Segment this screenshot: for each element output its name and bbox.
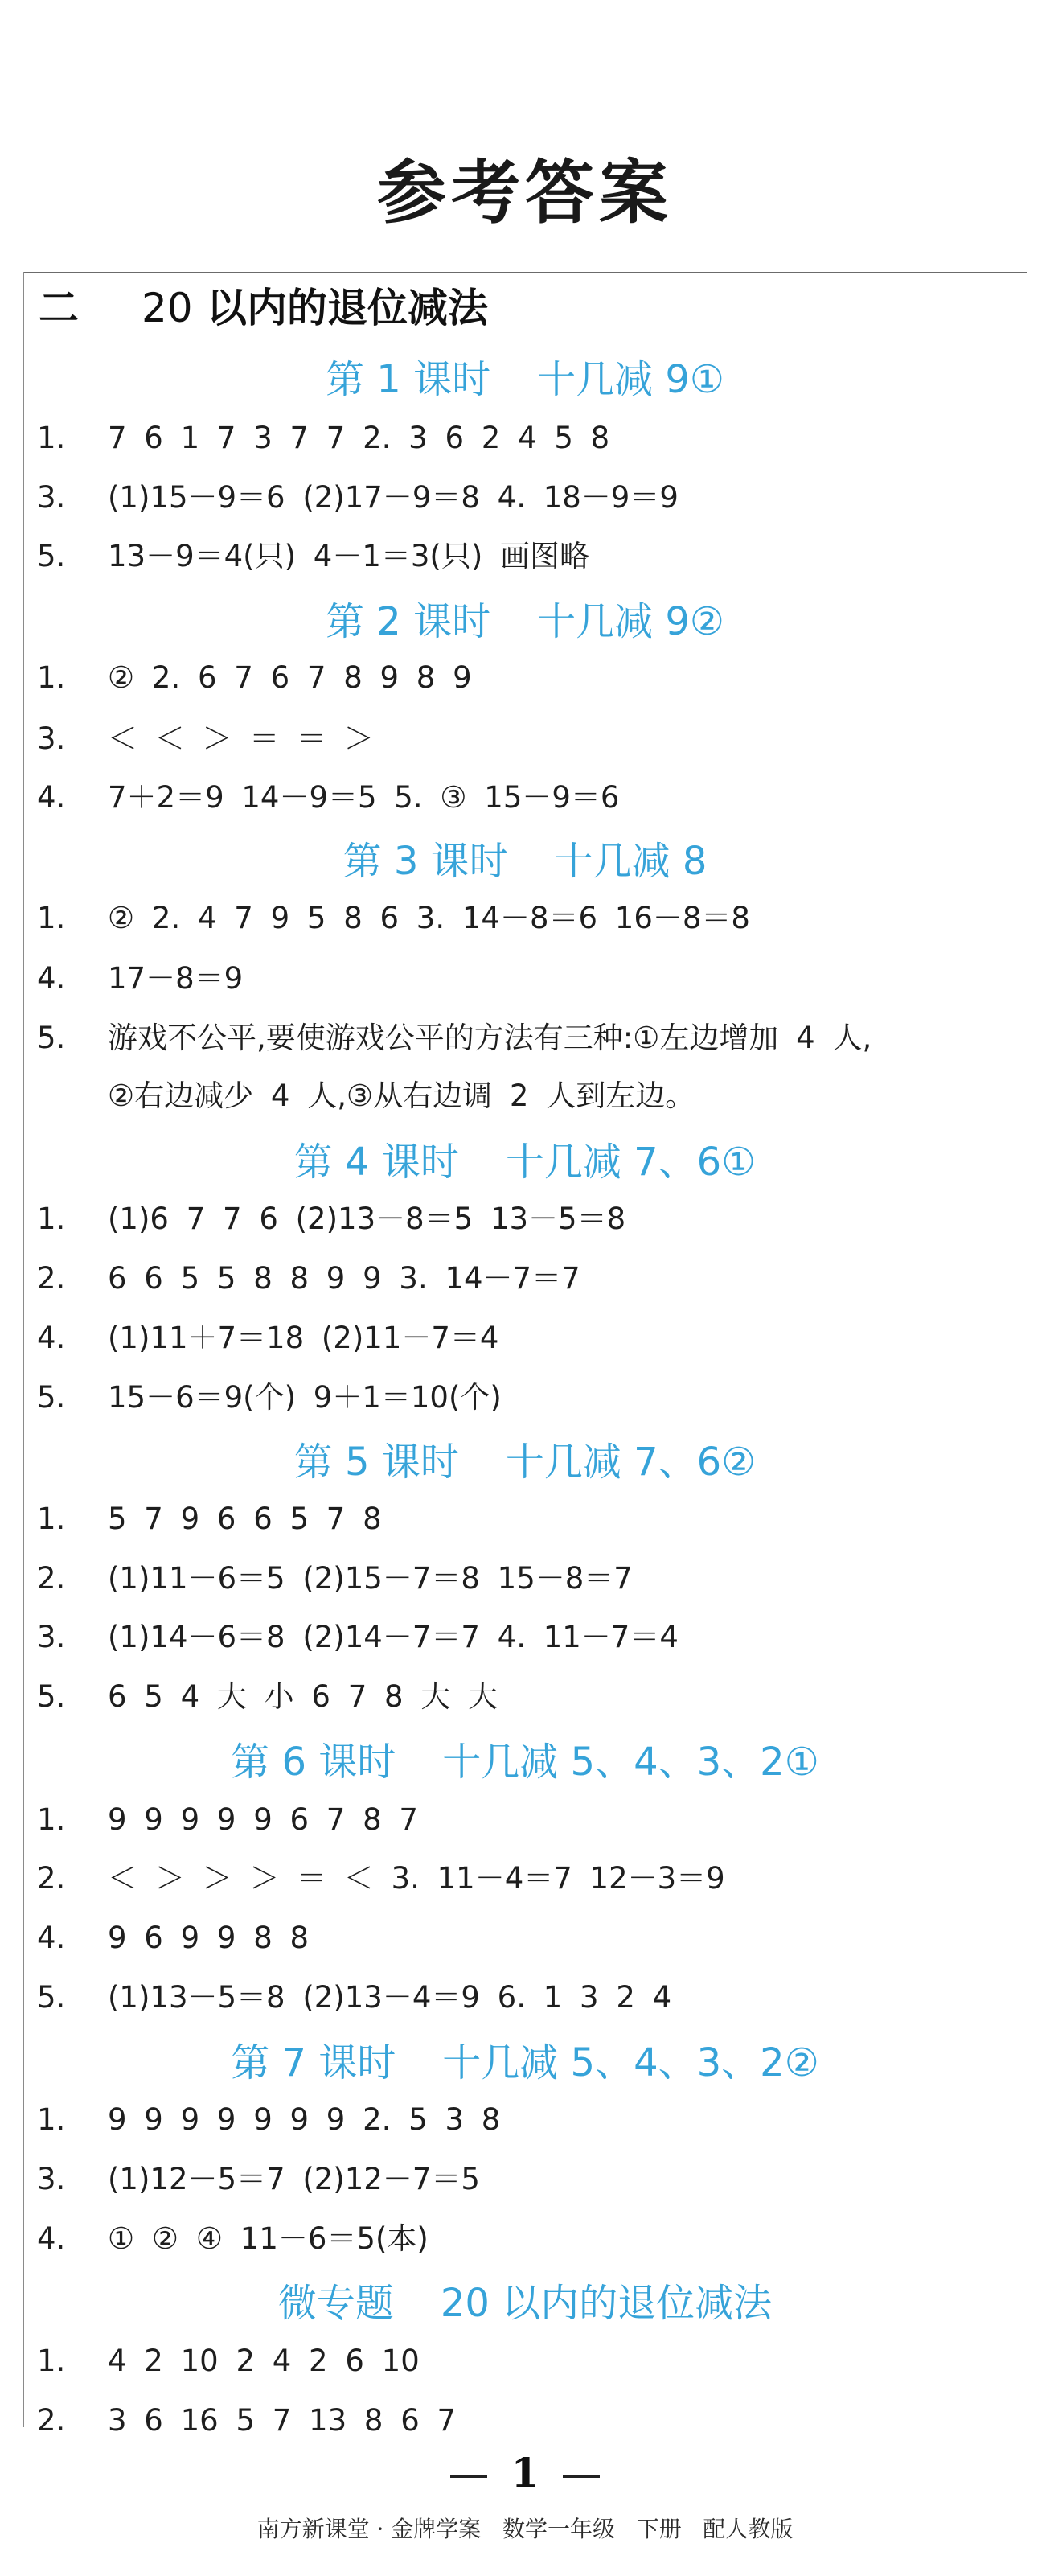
dash-left	[450, 2475, 487, 2478]
answer-text: 6 5 4 大 小 6 7 8 大 大	[108, 1679, 498, 1714]
answer-row	[37, 532, 589, 581]
answer-text: ②右边减少 4 人,③从右边调 2 人到左边。	[108, 1078, 695, 1113]
question-number: 3.	[37, 721, 66, 756]
lesson-label: 第 1 课时	[326, 357, 491, 402]
lesson-label: 第 3 课时	[342, 839, 508, 884]
question-number: 2.	[37, 1861, 66, 1896]
question-number: 5.	[37, 1380, 66, 1415]
chapter-title: 以内的退位减法	[207, 285, 489, 331]
answer-text: ＜ ＜ ＞ ＝ ＝ ＞	[108, 721, 374, 756]
chapter-prefix: 20	[142, 285, 193, 331]
lesson-label: 第 2 课时	[326, 599, 491, 644]
answer-row	[37, 1195, 625, 1243]
lesson-topic: 十几减 5、4、3、2②	[442, 2040, 819, 2085]
answer-row	[37, 1613, 679, 1662]
lesson-heading	[0, 2035, 1050, 2091]
header-divider	[23, 272, 1027, 273]
answer-text: 9 9 9 9 9 9 9 2. 5 3 8	[108, 2102, 501, 2137]
answer-row	[37, 774, 619, 822]
answer-row	[37, 1314, 498, 1362]
answer-text: ② 2. 4 7 9 5 8 6 3. 14－8＝6 16－8＝8	[108, 901, 750, 935]
answer-text: (1)12－5＝7 (2)12－7＝5	[108, 2162, 480, 2196]
answer-row	[37, 474, 679, 522]
answer-text: 9 6 9 9 8 8	[108, 1921, 310, 1955]
dash-right	[563, 2475, 600, 2478]
answer-text: 游戏不公平,要使游戏公平的方法有三种:①左边增加 4 人,	[108, 1021, 872, 1055]
answer-row	[37, 414, 609, 462]
lesson-label: 第 5 课时	[293, 1440, 459, 1485]
question-number: 1.	[37, 2102, 66, 2137]
answer-row	[37, 2096, 500, 2144]
answer-row	[37, 654, 472, 702]
chapter-number: 二	[39, 285, 79, 331]
answer-row	[37, 894, 750, 943]
answer-text: (1)14－6＝8 (2)14－7＝7 4. 11－7＝4	[108, 1620, 679, 1654]
lesson-topic: 十几减 7、6②	[505, 1440, 757, 1485]
answer-row	[37, 1255, 580, 1303]
answer-text: 13－9＝4(只) 4－1＝3(只) 画图略	[108, 539, 590, 573]
question-number: 1.	[37, 1502, 66, 1536]
answer-row	[37, 1014, 872, 1062]
lesson-label: 第 7 课时	[231, 2040, 396, 2085]
question-number: 5.	[37, 1980, 66, 2015]
answer-row	[37, 1374, 502, 1422]
lesson-heading	[0, 1134, 1050, 1190]
question-number: 1.	[37, 901, 66, 935]
answer-text: 9 9 9 9 9 6 7 8 7	[108, 1802, 418, 1837]
question-number: 2.	[37, 2403, 66, 2438]
lesson-label: 第 6 课时	[231, 1740, 396, 1785]
question-number: 3.	[37, 480, 66, 515]
question-number: 4.	[37, 961, 66, 996]
answer-text: (1)6 7 7 6 (2)13－8＝5 13－5＝8	[108, 1202, 626, 1236]
answer-text: 7 6 1 7 3 7 7 2. 3 6 2 4 5 8	[108, 421, 610, 455]
answer-row	[37, 715, 374, 763]
lesson-heading	[0, 351, 1050, 408]
question-number: 4.	[37, 1921, 66, 1955]
answer-row	[37, 2215, 429, 2263]
answer-text: 4 2 10 2 4 2 6 10	[108, 2344, 420, 2378]
lesson-label: 微专题	[277, 2281, 394, 2326]
question-number: 1.	[37, 1202, 66, 1236]
lesson-heading	[0, 1434, 1050, 1490]
answer-text: 5 7 9 6 6 5 7 8	[108, 1502, 382, 1536]
answer-text: (1)15－9＝6 (2)17－9＝8 4. 18－9＝9	[108, 480, 679, 515]
answer-text: ① ② ④ 11－6＝5(本)	[108, 2221, 429, 2256]
page-title: 参考答案	[377, 152, 673, 233]
answer-text: (1)11＋7＝18 (2)11－7＝4	[108, 1321, 499, 1355]
chapter-heading	[39, 280, 488, 336]
lesson-topic: 十几减 9①	[537, 357, 724, 402]
answer-row	[37, 1974, 671, 2022]
answer-row	[37, 1495, 382, 1543]
lesson-topic: 20 以内的退位减法	[440, 2281, 773, 2326]
lesson-topic: 十几减 7、6①	[505, 1140, 757, 1185]
question-number: 1.	[37, 1802, 66, 1837]
question-number: 3.	[37, 1620, 66, 1654]
book-footer: 南方新课堂 · 金牌学案 数学一年级 下册 配人教版	[256, 2516, 794, 2542]
answer-row	[37, 1072, 695, 1120]
answer-row	[37, 2337, 420, 2385]
lesson-topic: 十几减 8	[554, 839, 708, 884]
question-number: 1.	[37, 2344, 66, 2378]
question-number: 1.	[37, 660, 66, 695]
answer-row	[37, 2155, 480, 2204]
answer-row	[37, 1555, 633, 1603]
question-number: 5.	[37, 1021, 66, 1055]
answer-row	[37, 1673, 498, 1721]
answer-text: (1)13－5＝8 (2)13－4＝9 6. 1 3 2 4	[108, 1980, 672, 2015]
question-number: 4.	[37, 2221, 66, 2256]
question-number: 4.	[37, 1321, 66, 1355]
answer-text: ② 2. 6 7 6 7 8 9 8 9	[108, 660, 472, 695]
lesson-heading	[0, 594, 1050, 650]
answer-text: 17－8＝9	[108, 961, 244, 996]
question-number: 1.	[37, 421, 66, 455]
page-number-text: 1	[511, 2449, 539, 2496]
lesson-heading	[0, 833, 1050, 889]
answer-text: 6 6 5 5 8 8 9 9 3. 14－7＝7	[108, 1261, 580, 1296]
lesson-heading	[0, 2275, 1050, 2332]
answer-row	[37, 1914, 309, 1962]
answer-text: ＜ ＞ ＞ ＞ ＝ ＜ 3. 11－4＝7 12－3＝9	[108, 1861, 725, 1896]
answer-row	[37, 1796, 418, 1844]
lesson-topic: 十几减 9②	[537, 599, 724, 644]
answer-row	[37, 955, 243, 1003]
answer-text: 3 6 16 5 7 13 8 6 7	[108, 2403, 457, 2438]
answer-text: 15－6＝9(个) 9＋1＝10(个)	[108, 1380, 502, 1415]
question-number: 2.	[37, 1261, 66, 1296]
lesson-heading	[0, 1734, 1050, 1790]
question-number: 5.	[37, 539, 66, 573]
question-number: 4.	[37, 780, 66, 815]
answer-row	[37, 1855, 725, 1903]
answer-text: 7＋2＝9 14－9＝5 5. ③ 15－9＝6	[108, 780, 620, 815]
lesson-label: 第 4 课时	[293, 1140, 459, 1185]
answer-row	[37, 2397, 456, 2445]
question-number: 3.	[37, 2162, 66, 2196]
page-number	[0, 2449, 1050, 2497]
answer-text: (1)11－6＝5 (2)15－7＝8 15－8＝7	[108, 1561, 633, 1596]
question-number: 5.	[37, 1679, 66, 1714]
question-number: 2.	[37, 1561, 66, 1596]
lesson-topic: 十几减 5、4、3、2①	[442, 1740, 819, 1785]
